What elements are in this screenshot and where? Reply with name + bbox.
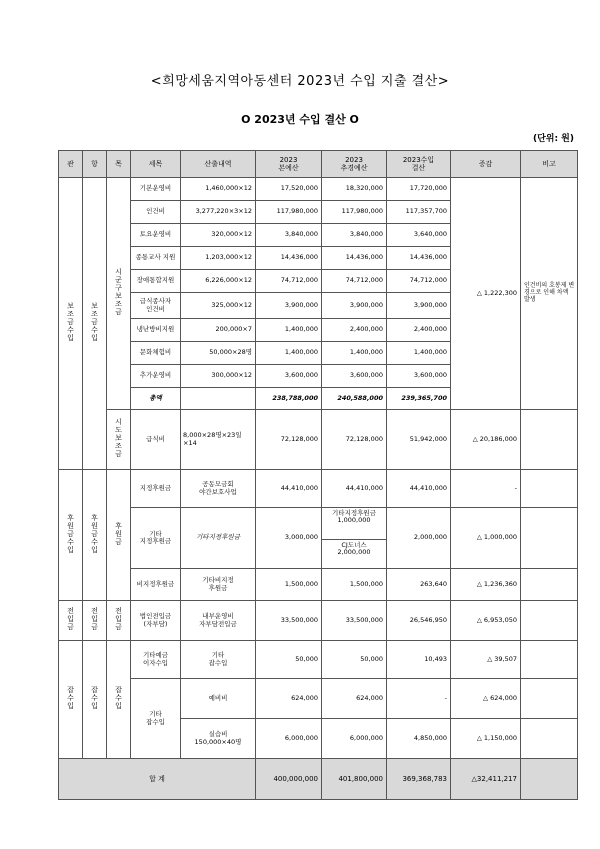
mok-cell: 시도보조금 [114, 418, 123, 459]
budget-cell: 1,500,000 [256, 569, 322, 601]
semok-cell: 인건비 [131, 201, 181, 224]
note-cell [521, 679, 578, 719]
total-revised: 401,800,000 [322, 759, 387, 800]
revised-cell: 1,500,000 [322, 569, 387, 601]
mok-cell: 후원금 [114, 521, 123, 546]
diff-cell: △ 1,150,000 [451, 719, 521, 759]
budget-cell: 17,520,000 [256, 178, 322, 201]
header-hang: 항 [83, 151, 107, 178]
calc-cell: 50,000×28명 [181, 342, 256, 365]
mok-cell: 시군구보조금 [114, 268, 123, 317]
calc-cell: 기타지정후원금 [181, 508, 256, 569]
header-revised: 2023 추경예산 [322, 151, 387, 178]
budget-cell: 14,436,000 [256, 247, 322, 270]
revised-cell-part: CJ도너스 2,000,000 [322, 539, 386, 568]
semok-cell: 기타 잡수입 [131, 679, 181, 759]
revised-cell [322, 508, 387, 569]
budget-cell: 624,000 [256, 679, 322, 719]
revised-cell: 44,410,000 [322, 470, 387, 508]
calc-cell: 실습비 150,000×40명 [181, 719, 256, 759]
actual-cell: 3,600,000 [387, 365, 451, 388]
total-actual: 369,368,783 [387, 759, 451, 800]
calc-cell: 공동모금회 야간보호사업 [181, 470, 256, 508]
revised-cell: 6,000,000 [322, 719, 387, 759]
actual-cell: 74,712,000 [387, 270, 451, 293]
semok-cell: 법인전입금 (자부담) [131, 601, 181, 641]
diff-cell: △ 20,186,000 [451, 410, 521, 470]
budget-cell: 117,980,000 [256, 201, 322, 224]
actual-cell: 239,365,700 [387, 388, 451, 410]
actual-cell: 117,357,700 [387, 201, 451, 224]
actual-cell: 1,400,000 [387, 342, 451, 365]
section-title: O 2023년 수입 결산 O [241, 113, 359, 126]
unit-label: (단위: 원) [532, 134, 574, 144]
gwan-cell: 잡수입 [66, 686, 75, 711]
header-budget: 2023 본예산 [256, 151, 322, 178]
table-row [59, 641, 578, 679]
table-row [59, 508, 578, 569]
calc-cell: 기타비지정 후원금 [181, 569, 256, 601]
semok-cell: 냉난방비지원 [131, 319, 181, 342]
actual-cell: - [387, 679, 451, 719]
actual-cell: 3,900,000 [387, 293, 451, 319]
income-settlement-table [58, 150, 578, 800]
hang-cell: 후원금수입 [90, 513, 99, 554]
budget-cell: 3,000,000 [256, 508, 322, 569]
revised-cell: 74,712,000 [322, 270, 387, 293]
semok-cell: 지정후원금 [131, 470, 181, 508]
total-label: 합 계 [59, 759, 256, 800]
diff-cell: △ 6,953,050 [451, 601, 521, 641]
budget-cell: 3,600,000 [256, 365, 322, 388]
revised-cell: 3,840,000 [322, 224, 387, 247]
hang-cell: 잡수입 [90, 686, 99, 711]
calc-cell: 320,000×12 [181, 224, 256, 247]
header-calc: 산출내역 [181, 151, 256, 178]
table-row [59, 410, 578, 470]
note-cell [521, 569, 578, 601]
actual-cell: 14,436,000 [387, 247, 451, 270]
semok-cell: 급식종사자 인건비 [131, 293, 181, 319]
calc-cell: 1,460,000×12 [181, 178, 256, 201]
semok-cell: 종통교사 지원 [131, 247, 181, 270]
total-diff: △32,411,217 [451, 759, 521, 800]
semok-cell: 추가운영비 [131, 365, 181, 388]
calc-cell [181, 388, 256, 410]
note-cell [521, 719, 578, 759]
revised-cell: 3,900,000 [322, 293, 387, 319]
revised-cell: 33,500,000 [322, 601, 387, 641]
revised-cell: 117,980,000 [322, 201, 387, 224]
header-row [59, 151, 578, 178]
mok-cell: 잡수입 [114, 686, 123, 711]
table-row [59, 601, 578, 641]
revised-cell: 240,588,000 [322, 388, 387, 410]
budget-cell: 238,788,000 [256, 388, 322, 410]
calc-cell: 1,203,000×12 [181, 247, 256, 270]
calc-cell: 내부운영비 자부담전입금 [181, 601, 256, 641]
semok-cell: 기타예금 이자수입 [131, 641, 181, 679]
total-budget: 400,000,000 [256, 759, 322, 800]
diff-cell: △ 1,222,300 [451, 178, 521, 410]
actual-cell: 17,720,000 [387, 178, 451, 201]
note-cell [521, 410, 578, 470]
calc-cell: 325,000×12 [181, 293, 256, 319]
actual-cell: 10,493 [387, 641, 451, 679]
budget-cell: 3,840,000 [256, 224, 322, 247]
budget-cell: 33,500,000 [256, 601, 322, 641]
total-note [521, 759, 578, 800]
semok-cell: 급식비 [131, 410, 181, 470]
semok-cell: 문화체험비 [131, 342, 181, 365]
budget-cell: 1,400,000 [256, 342, 322, 365]
note-cell [521, 508, 578, 569]
calc-cell: 기타 잡수입 [181, 641, 256, 679]
header-actual: 2023수입 결산 [387, 151, 451, 178]
mok-cell: 전입금 [114, 607, 123, 632]
calc-cell: 200,000×7 [181, 319, 256, 342]
table-row [59, 178, 578, 201]
budget-cell: 50,000 [256, 641, 322, 679]
table-row [59, 470, 578, 508]
actual-cell: 44,410,000 [387, 470, 451, 508]
hang-cell: 전입금 [90, 607, 99, 632]
header-note: 비고 [521, 151, 578, 178]
semok-cell: 토요운영비 [131, 224, 181, 247]
revised-cell-part: 기타지정후원금 1,000,000 [332, 509, 376, 525]
budget-cell: 74,712,000 [256, 270, 322, 293]
note-cell: 인건비의 호봉제 변경으로 인해 차액 발생 [521, 178, 578, 410]
diff-cell: - [451, 470, 521, 508]
revised-cell: 18,320,000 [322, 178, 387, 201]
semok-cell: 장애통합지원 [131, 270, 181, 293]
gwan-cell: 후원금수입 [66, 513, 75, 554]
revised-cell: 3,600,000 [322, 365, 387, 388]
calc-cell: 6,226,000×12 [181, 270, 256, 293]
semok-cell: 총액 [131, 388, 181, 410]
gwan-cell: 보조금수입 [66, 302, 75, 343]
diff-cell: △ 39,507 [451, 641, 521, 679]
actual-cell: 2,000,000 [387, 508, 451, 569]
header-semok: 세목 [131, 151, 181, 178]
semok-cell: 비지정후원금 [131, 569, 181, 601]
revised-cell: 1,400,000 [322, 342, 387, 365]
header-diff: 증감 [451, 151, 521, 178]
semok-cell: 기타 지정후원금 [131, 508, 181, 569]
total-row [59, 759, 578, 800]
revised-cell: 14,436,000 [322, 247, 387, 270]
budget-cell: 72,128,000 [256, 410, 322, 470]
budget-cell: 3,900,000 [256, 293, 322, 319]
calc-cell: 8,000×28명×23일 ×14 [181, 410, 256, 470]
hang-cell: 보조금수입 [90, 302, 99, 343]
table-row [59, 679, 578, 719]
document-title: <희망세움지역아동센터 2023년 수입 지출 결산> [150, 74, 450, 89]
diff-cell: △ 1,236,360 [451, 569, 521, 601]
note-cell [521, 601, 578, 641]
diff-cell: △ 1,000,000 [451, 508, 521, 569]
note-cell [521, 470, 578, 508]
actual-cell: 263,640 [387, 569, 451, 601]
revised-cell: 2,400,000 [322, 319, 387, 342]
revised-cell: 50,000 [322, 641, 387, 679]
actual-cell: 51,942,000 [387, 410, 451, 470]
budget-cell: 6,000,000 [256, 719, 322, 759]
note-cell [521, 641, 578, 679]
header-gwan: 관 [59, 151, 83, 178]
calc-cell: 300,000×12 [181, 365, 256, 388]
revised-cell: 72,128,000 [322, 410, 387, 470]
actual-cell: 4,850,000 [387, 719, 451, 759]
revised-cell: 624,000 [322, 679, 387, 719]
actual-cell: 2,400,000 [387, 319, 451, 342]
diff-cell: △ 624,000 [451, 679, 521, 719]
header-mok: 목 [107, 151, 131, 178]
budget-cell: 44,410,000 [256, 470, 322, 508]
table-row [59, 569, 578, 601]
calc-cell: 예비비 [181, 679, 256, 719]
semok-cell: 기본운영비 [131, 178, 181, 201]
gwan-cell: 전입금 [66, 607, 75, 632]
actual-cell: 3,640,000 [387, 224, 451, 247]
calc-cell: 3,277,220×3×12 [181, 201, 256, 224]
budget-cell: 1,400,000 [256, 319, 322, 342]
actual-cell: 26,546,950 [387, 601, 451, 641]
